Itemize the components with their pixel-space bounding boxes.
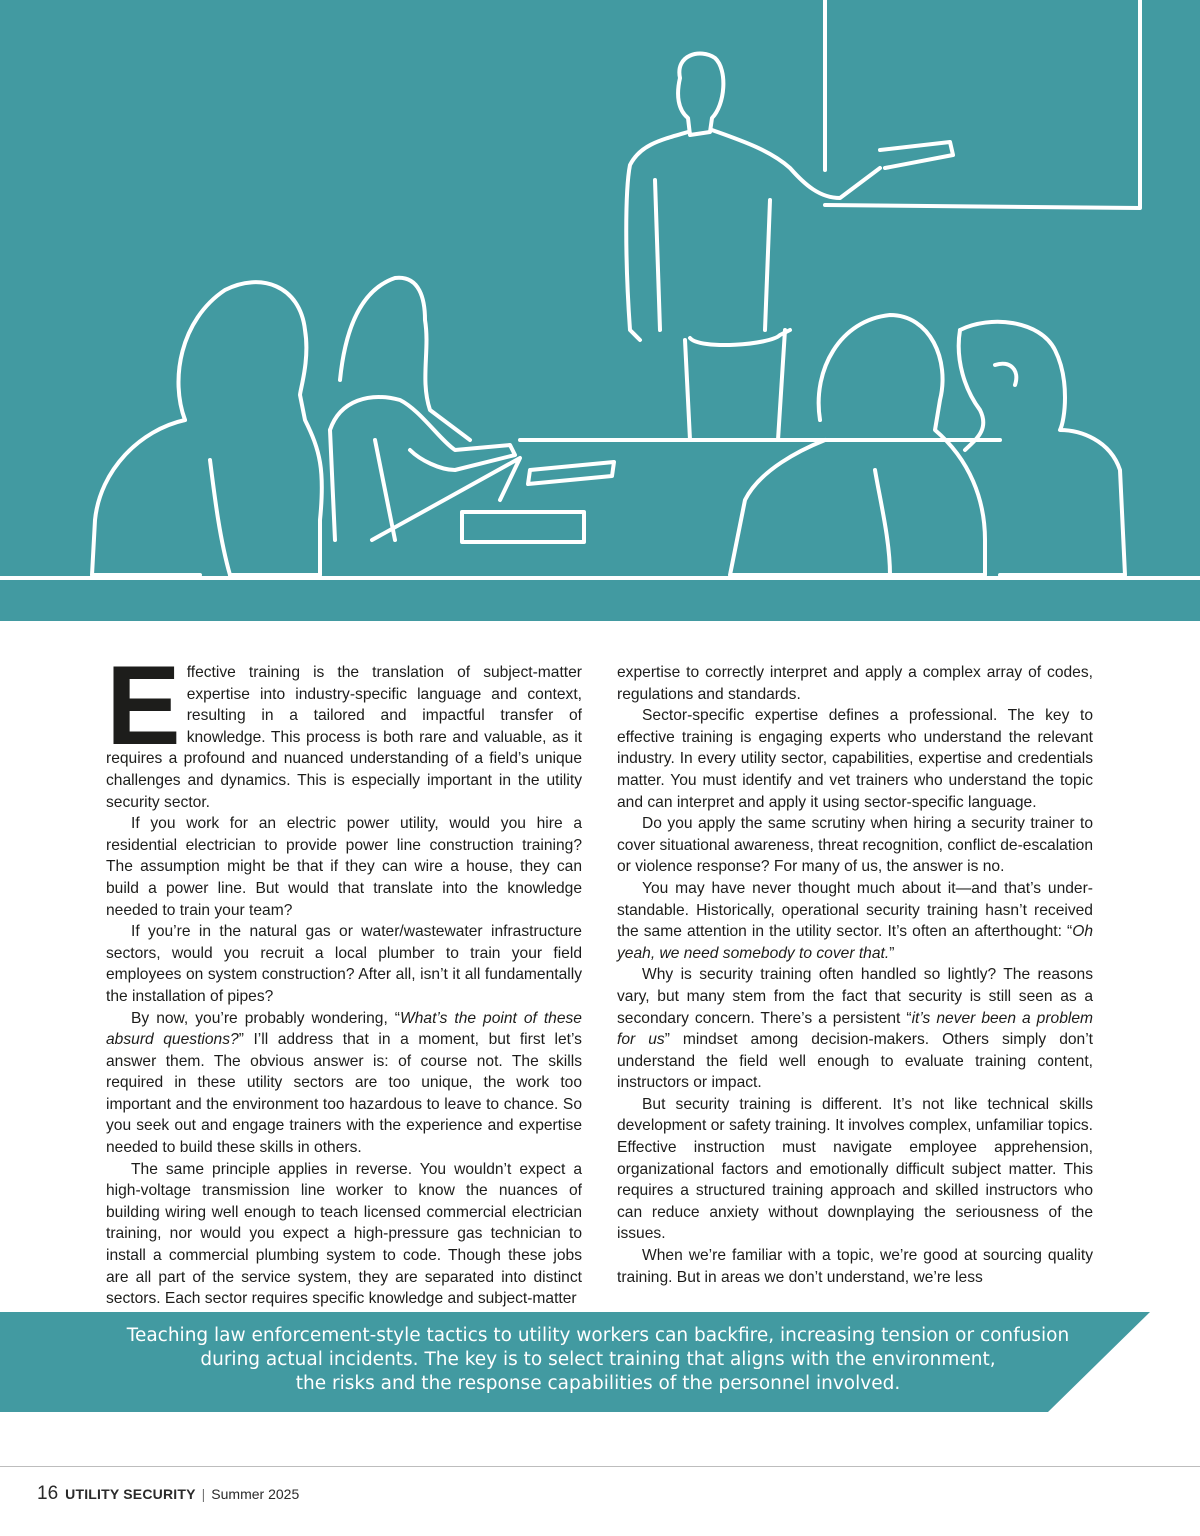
article-paragraph: When we’re familiar with a topic, we’re good at sourcing quality training. But in areas we don’t understand, we’re less bbox=[617, 1247, 1093, 1286]
pull-quote-line: Teaching law enforcement-style tactics to utility workers can backfire, increasing tension or confusion bbox=[126, 1325, 1070, 1346]
footer-separator: | bbox=[201, 1486, 206, 1502]
paragraph-text: ” I’ll address that in a moment, but first let’s answer them. The obvious answer is: of course not. The skills required in these utility sectors are too unique, the work too important and the environment too hazardous to leave to chance. So you seek out and engage trainers with the experience and expertise needed to build these skills in others. bbox=[106, 1031, 582, 1157]
article-paragraph bbox=[617, 878, 1093, 964]
article-paragraph: But security training is different. It’s not like technical skills development or safety training. It involves complex, unfamiliar topics. Effective instruction must navigate employee apprehension, organizational factors and emotionally difficult subject matter. This requires a structured training approach and skilled instructors who can reduce anxiety without downplaying the seriousness of the issues. bbox=[617, 1095, 1093, 1243]
paragraph-text: ” mindset among decision-makers. Others simply don’t understand the field well enough to evaluate training content, instructors or impact. bbox=[617, 1031, 1094, 1092]
article-paragraph: expertise to correctly interpret and apply a complex array of codes, regulations and standards. bbox=[617, 664, 1093, 703]
paragraph-text: ffective training is the translation of subject-matter expertise into industry-specific language and context, resulting in a tailored and impactful transfer of knowledge. This process is both rare and valuable, as it requires a profound and nuanced understanding of a field’s unique challenges and dynamics. This is especially important in the utility security sector. bbox=[106, 664, 582, 811]
article-right-column bbox=[617, 662, 1093, 1288]
pull-quote-line: the risks and the response capabilities of the personnel involved. bbox=[295, 1373, 901, 1394]
article-paragraph: Do you apply the same scrutiny when hiring a security trainer to cover situational awareness, threat recognition, conflict de-escalation or violence response? For many of us, the answer is no. bbox=[617, 815, 1093, 876]
paragraph-text: You may have never thought much about it—and that’s under-standable. Historically, operational security training hasn’t received the same attention in the utility sector. It’s often an afterthought: “ bbox=[617, 879, 1093, 941]
footer-divider bbox=[0, 1466, 1200, 1467]
article-paragraph bbox=[106, 1008, 582, 1159]
article-paragraph: The same principle applies in reverse. You wouldn’t expect a high-voltage transmission line worker to know the nuances of building wiring well enough to teach licensed commercial electrician training, nor would you expect a high-pressure gas technician to install a commercial plumbing system to code. Though these jobs are all part of the service system, they are separated into distinct sectors. Each sector requires specific knowledge and subject-matter bbox=[106, 1160, 582, 1308]
hero-illustration bbox=[0, 0, 1200, 621]
article-paragraph: If you’re in the natural gas or water/wastewater infrastructure sectors, would you recruit a local plumber to train your field employees on system construction? After all, isn’t it all fundamentally the installation of pipes? bbox=[106, 923, 582, 1005]
pull-quote-banner bbox=[0, 1312, 1200, 1412]
pull-quote-text bbox=[100, 1324, 1096, 1396]
italic-quote: What’s the point of these absurd questions? bbox=[106, 1009, 582, 1049]
article-left-column bbox=[106, 643, 582, 1310]
classroom-line-art bbox=[0, 0, 1200, 621]
paragraph-text: Why is security training often handled so lightly? The reasons vary, but many stem from the fact that security is still seen as a secondary concern. There’s a persistent “ bbox=[617, 966, 1093, 1027]
page-footer bbox=[37, 1483, 299, 1505]
article-paragraph bbox=[617, 964, 1093, 1094]
article-paragraph bbox=[106, 643, 582, 813]
magazine-name: UTILITY SECURITY bbox=[65, 1486, 196, 1502]
paragraph-text: ” bbox=[889, 944, 895, 962]
article-paragraph: If you work for an electric power utility, would you hire a residential electrician to provide power line construction training? The assumption might be that if they can wire a house, they can build a power line. But would that translate into the knowledge needed to train your team? bbox=[106, 815, 582, 919]
article-paragraph: Sector-specific expertise defines a professional. The key to effective training is engaging experts who understand the relevant industry. In every utility sector, capabilities, expertise and credentials matter. You must identify and vet trainers who understand the topic and can interpret and apply it using sector-specific language. bbox=[617, 707, 1093, 811]
page-number: 16 bbox=[37, 1483, 59, 1504]
paragraph-text: By now, you’re probably wondering, “ bbox=[131, 1009, 400, 1027]
pull-quote-line: during actual incidents. The key is to select training that aligns with the environment, bbox=[200, 1349, 996, 1370]
issue-label: Summer 2025 bbox=[211, 1486, 300, 1502]
italic-quote: Oh yeah, we need somebody to cover that. bbox=[617, 923, 1093, 962]
drop-cap: E bbox=[106, 643, 181, 768]
italic-quote: it’s never been a problem for us bbox=[617, 1009, 1093, 1049]
